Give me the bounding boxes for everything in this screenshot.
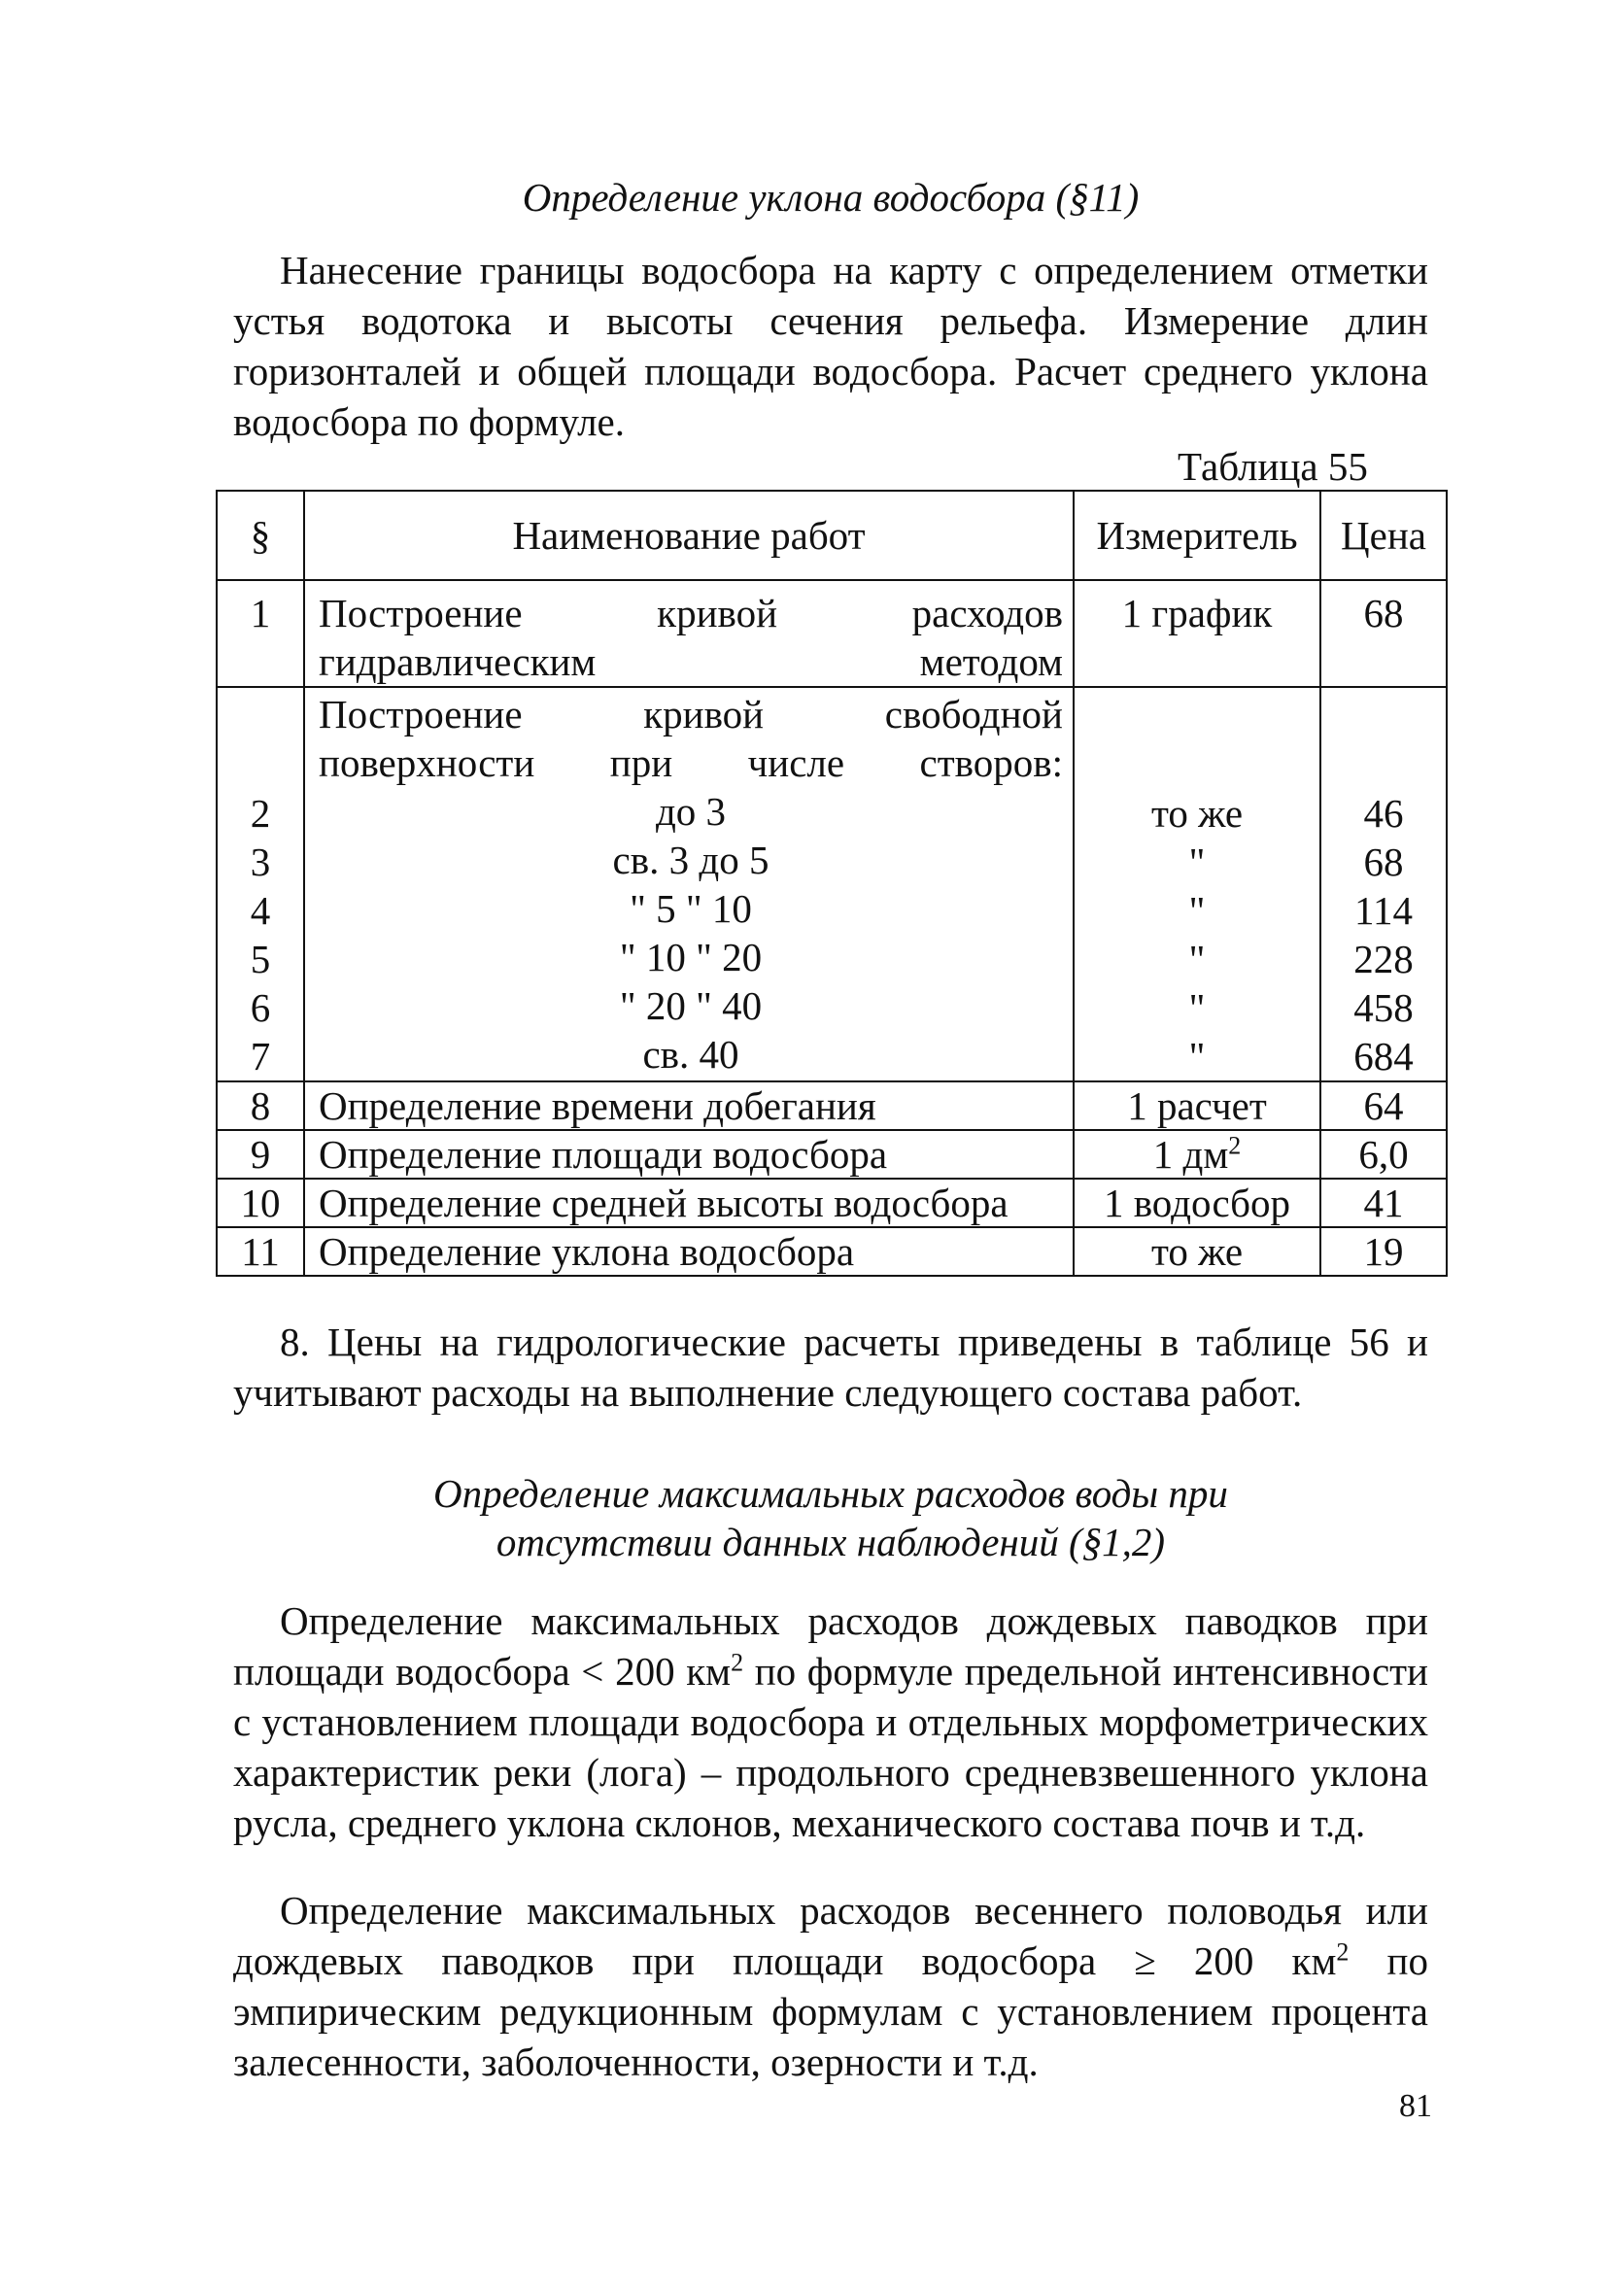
row-name: Определение средней высоты водосбора xyxy=(304,1179,1074,1227)
superscript: 2 xyxy=(731,1648,744,1677)
row-price: 68 xyxy=(1320,580,1447,687)
section-heading-slope: Определение уклона водосбора (§11) xyxy=(522,175,1140,220)
row-unit: 1 водосбор xyxy=(1074,1179,1320,1227)
table-row xyxy=(217,1081,1447,1130)
row-num: 10 xyxy=(217,1179,304,1227)
price-table xyxy=(216,490,1448,1277)
paragraph-slope-description: Нанесение границы водосбора на карту с определением отметки устья водотока и высоты сечения рельефа. Измерение длин горизонталей и общей площади водосбора. Расчет среднего уклона водосбора по формуле. xyxy=(233,248,1428,444)
table-row xyxy=(217,580,1447,687)
row-num: 4 xyxy=(250,888,271,933)
row-price: 46 xyxy=(1363,791,1404,836)
row-num: 8 xyxy=(217,1081,304,1130)
row-unit: " xyxy=(1188,888,1206,933)
row-num: 7 xyxy=(250,1034,271,1079)
header-price: Цена xyxy=(1320,491,1447,580)
row-unit: 1 график xyxy=(1074,580,1320,687)
header-work-name: Наименование работ xyxy=(304,491,1074,580)
para-text: Определение максимальных расходов весеннего половодья или дождевых паводков при площади водосбора ≥ 200 км xyxy=(233,1888,1428,1983)
row-num: 11 xyxy=(217,1227,304,1276)
group-nums xyxy=(217,687,304,1081)
para-text: по эмпирическим редукционным формулам с установлением процента залесенности, заболоченности, озерности и т.д. xyxy=(233,1938,1428,2084)
row-name: " 10 " 20 xyxy=(619,935,763,979)
table-row-group xyxy=(217,687,1447,1081)
heading-line-1: Определение максимальных расходов воды при xyxy=(433,1471,1228,1516)
row-name: св. 40 xyxy=(642,1032,739,1077)
row-unit: то же xyxy=(1150,791,1244,836)
row-num: 3 xyxy=(250,840,271,884)
row-unit: 1 расчет xyxy=(1074,1081,1320,1130)
group-units xyxy=(1074,687,1320,1081)
row-unit: " xyxy=(1188,1034,1206,1079)
row-unit: то же xyxy=(1074,1227,1320,1276)
row-name: Определение уклона водосбора xyxy=(304,1227,1074,1276)
row-num: 1 xyxy=(217,580,304,687)
unit-superscript: 2 xyxy=(1228,1131,1242,1160)
row-name: св. 3 до 5 xyxy=(612,838,769,882)
para-text: Определение максимальных расходов дождевых паводков при площади водосбора < 200 км xyxy=(233,1598,1428,1694)
section-heading-max-flow xyxy=(216,1469,1446,1566)
table-row xyxy=(217,1179,1447,1227)
group-prices xyxy=(1320,687,1447,1081)
row-unit: " xyxy=(1188,937,1206,981)
row-name: " 5 " 10 xyxy=(630,886,752,931)
group-names xyxy=(304,687,1074,1081)
heading-line-2: отсутствии данных наблюдений (§1,2) xyxy=(496,1520,1166,1564)
row-price: 114 xyxy=(1354,888,1413,933)
row-unit: " xyxy=(1188,985,1206,1030)
row-price: 228 xyxy=(1353,937,1414,981)
header-unit: Измеритель xyxy=(1074,491,1320,580)
row-price: 64 xyxy=(1320,1081,1447,1130)
row-price: 6,0 xyxy=(1320,1130,1447,1179)
paragraph-item-8: 8. Цены на гидрологические расчеты приведены в таблице 56 и учитывают расходы на выполнение следующего состава работ. xyxy=(233,1319,1428,1415)
table-header-row xyxy=(217,491,1447,580)
row-price: 458 xyxy=(1353,985,1414,1030)
row-price: 68 xyxy=(1363,840,1404,884)
para-text: по формуле предельной интенсивности с установлением площади водосбора и отдельных морфометрических характеристик реки (лога) – продольного средневзвешенного уклона русла, среднего уклона склонов, механического состава почв и т.д. xyxy=(233,1649,1428,1845)
row-unit: " xyxy=(1188,840,1206,884)
row-num: 2 xyxy=(250,791,271,836)
row-num: 9 xyxy=(217,1130,304,1179)
header-section: § xyxy=(217,491,304,580)
row-name: Определение времени добегания xyxy=(304,1081,1074,1130)
table-row xyxy=(217,1227,1447,1276)
superscript: 2 xyxy=(1336,1937,1350,1967)
table-caption: Таблица 55 xyxy=(1178,444,1368,489)
unit-text: 1 дм xyxy=(1152,1132,1229,1177)
row-name: Построение кривой расходов гидравлическим методом xyxy=(304,580,1074,687)
row-name: Определение площади водосбора xyxy=(304,1130,1074,1179)
row-name: " 20 " 40 xyxy=(619,983,763,1028)
row-num: 6 xyxy=(250,985,271,1030)
paragraph-spring-floods xyxy=(233,1885,1428,2087)
row-name: до 3 xyxy=(655,789,727,834)
paragraph-rain-floods xyxy=(233,1595,1428,1848)
table-row xyxy=(217,1130,1447,1179)
page-number: 81 xyxy=(1399,2088,1432,2124)
row-price: 684 xyxy=(1353,1034,1414,1079)
group-title: Построение кривой свободной поверхности при числе створов: xyxy=(319,692,1063,785)
row-unit xyxy=(1074,1130,1320,1179)
row-num: 5 xyxy=(250,937,271,981)
row-price: 19 xyxy=(1320,1227,1447,1276)
row-price: 41 xyxy=(1320,1179,1447,1227)
